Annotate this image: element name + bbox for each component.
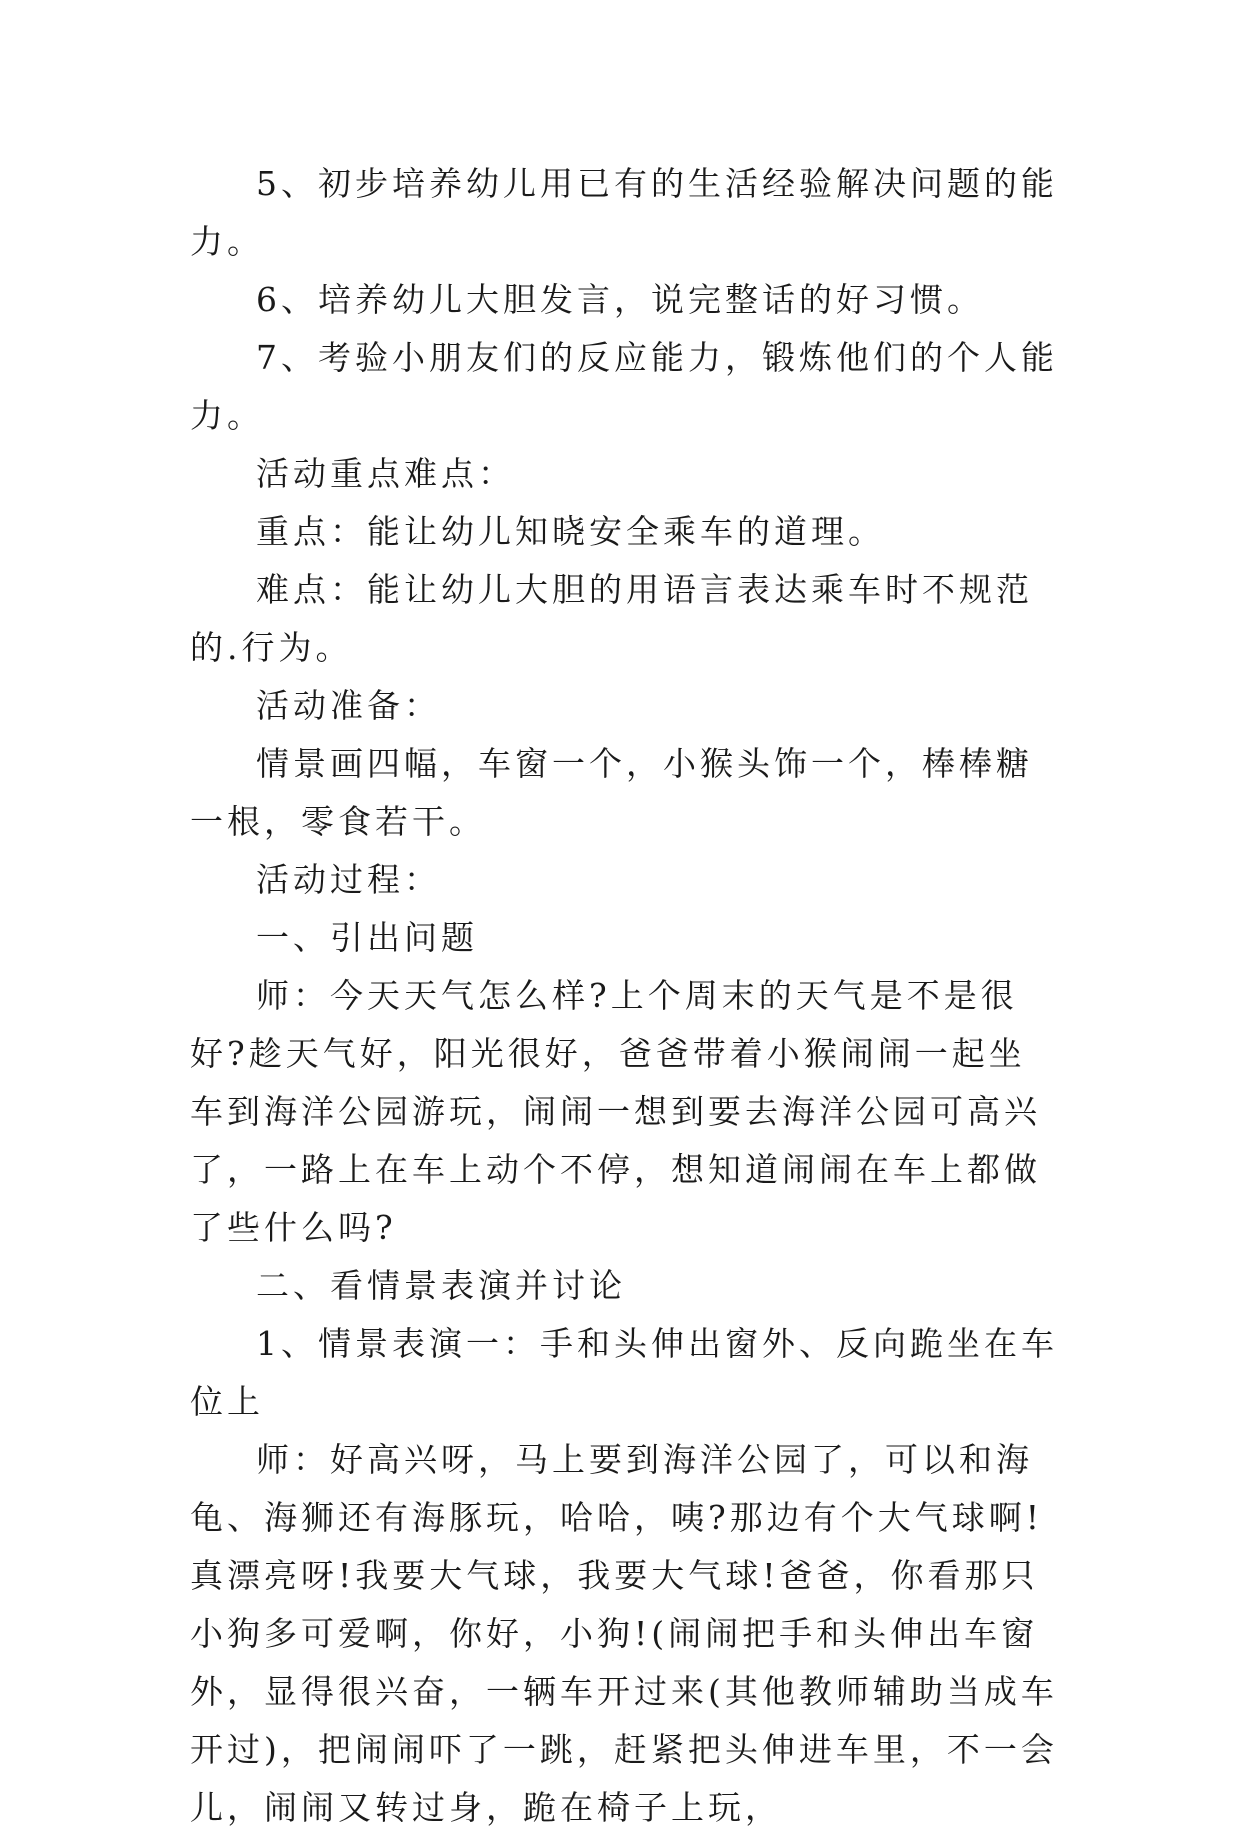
document-body xyxy=(190,155,1060,1837)
paragraph-key-point: 重点：能让幼儿知晓安全乘车的道理。 xyxy=(256,512,885,551)
heading-step-one: 一、引出问题 xyxy=(256,918,478,957)
paragraph-goal-5: 5、初步培养幼儿用已有的生活经验解决问题的能力。 xyxy=(190,164,1058,261)
paragraph-preparation: 情景画四幅，车窗一个，小猴头饰一个，棒棒糖一根，零食若干。 xyxy=(190,744,1033,841)
paragraph-difficult-point: 难点：能让幼儿大胆的用语言表达乘车时不规范的.行为。 xyxy=(190,570,1033,667)
paragraph-teacher-intro: 师：今天天气怎么样?上个周末的天气是不是很好?趁天气好，阳光很好，爸爸带着小猴闹闹一起坐车到海洋公园游玩，闹闹一想到要去海洋公园可高兴了，一路上在车上动个不停，想知道闹闹在车上都做了些什么吗? xyxy=(190,976,1041,1247)
heading-process: 活动过程： xyxy=(256,860,441,899)
heading-step-two: 二、看情景表演并讨论 xyxy=(256,1266,626,1305)
paragraph-goal-6: 6、培养幼儿大胆发言，说完整话的好习惯。 xyxy=(256,280,984,319)
heading-scene-one: 1、情景表演一：手和头伸出窗外、反向跪坐在车位上 xyxy=(190,1324,1058,1421)
paragraph-goal-7: 7、考验小朋友们的反应能力，锻炼他们的个人能力。 xyxy=(190,338,1058,435)
heading-preparation: 活动准备： xyxy=(256,686,441,725)
heading-key-points: 活动重点难点： xyxy=(256,454,515,493)
paragraph-teacher-scene: 师：好高兴呀，马上要到海洋公园了，可以和海龟、海狮还有海豚玩，哈哈，咦?那边有个大气球啊!真漂亮呀!我要大气球，我要大气球!爸爸，你看那只小狗多可爱啊，你好，小狗!(闹闹把手和头伸出车窗外，显得很兴奋，一辆车开过来(其他教师辅助当成车开过)，把闹闹吓了一跳，赶紧把头伸进车里，不一会儿，闹闹又转过身，跪在椅子上玩， xyxy=(190,1440,1058,1827)
